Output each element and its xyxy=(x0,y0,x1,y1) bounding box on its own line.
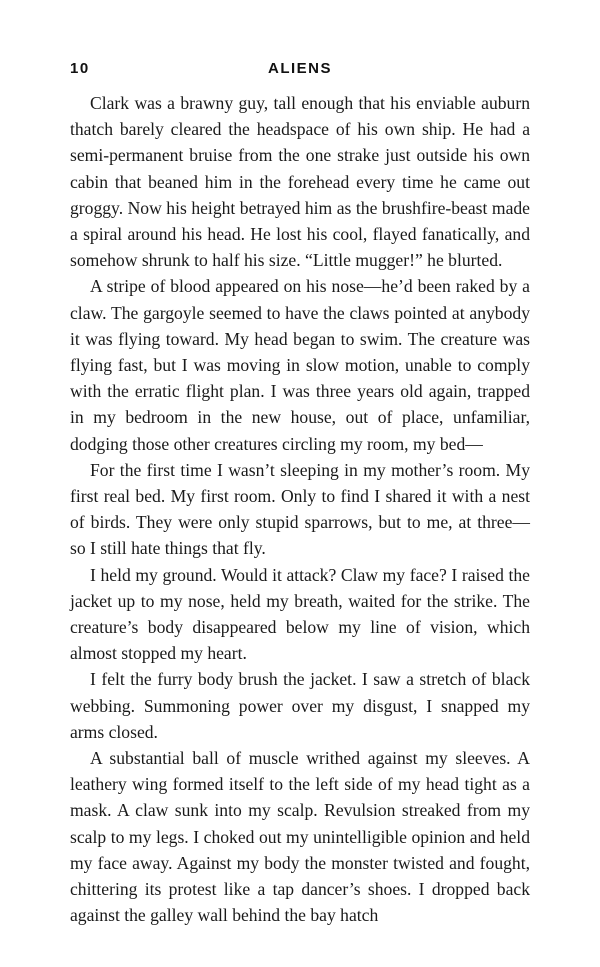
paragraph-1: Clark was a brawny guy, tall enough that his enviable auburn thatch barely cleared the headspace of his own ship. He had a semi-permanent bruise from the one strake just outside his own cabin that beaned him in the forehead every time he came out groggy. Now his height betrayed him as the brushfire-beast made a spiral around his head. He lost his cool, flayed fanatically, and somehow shrunk to half his size. “Little mugger!” he blurted. xyxy=(70,93,530,271)
paragraph-2: A stripe of blood appeared on his nose—he’d been raked by a claw. The gargoyle seemed to have the claws pointed at anybody it was flying toward. My head began to swim. The creature was flying fast, but I was moving in slow motion, unable to comply with the erratic flight plan. I was three years old again, trapped in my bedroom in the new house, out of place, unfamiliar, dodging those other creatures circling my room, my bed— xyxy=(70,276,530,454)
paragraph-3: For the first time I wasn’t sleeping in my mother’s room. My first real bed. My first room. Only to find I shared it with a nest of birds. They were only stupid sparrows, but to me, at three— so I still hate things that fly. xyxy=(70,459,530,559)
paragraph-4: I held my ground. Would it attack? Claw my face? I raised the jacket up to my nose, held my breath, waited for the strike. The creature’s body disappeared below my line of vision, which almost stopped my heart. xyxy=(70,564,530,664)
running-head: ALIENS xyxy=(267,60,332,77)
paragraph-5: I felt the furry body brush the jacket. I saw a stretch of black webbing. Summoning power over my disgust, I snapped my arms closed. xyxy=(70,669,530,742)
paragraph-6: A substantial ball of muscle writhed against my sleeves. A leathery wing formed itself to the left side of my head tight as a mask. A claw sunk into my scalp. Revulsion streaked from my scalp to my legs. I choked out my unintelligible opinion and held my face away. Against my body the monster twisted and fought, chittering its protest like a tap dancer’s shoes. I dropped back against the galley wall behind the bay hatch xyxy=(70,748,530,926)
body-text xyxy=(70,90,530,929)
page-number: 10 xyxy=(70,60,90,77)
page-header xyxy=(70,60,530,82)
